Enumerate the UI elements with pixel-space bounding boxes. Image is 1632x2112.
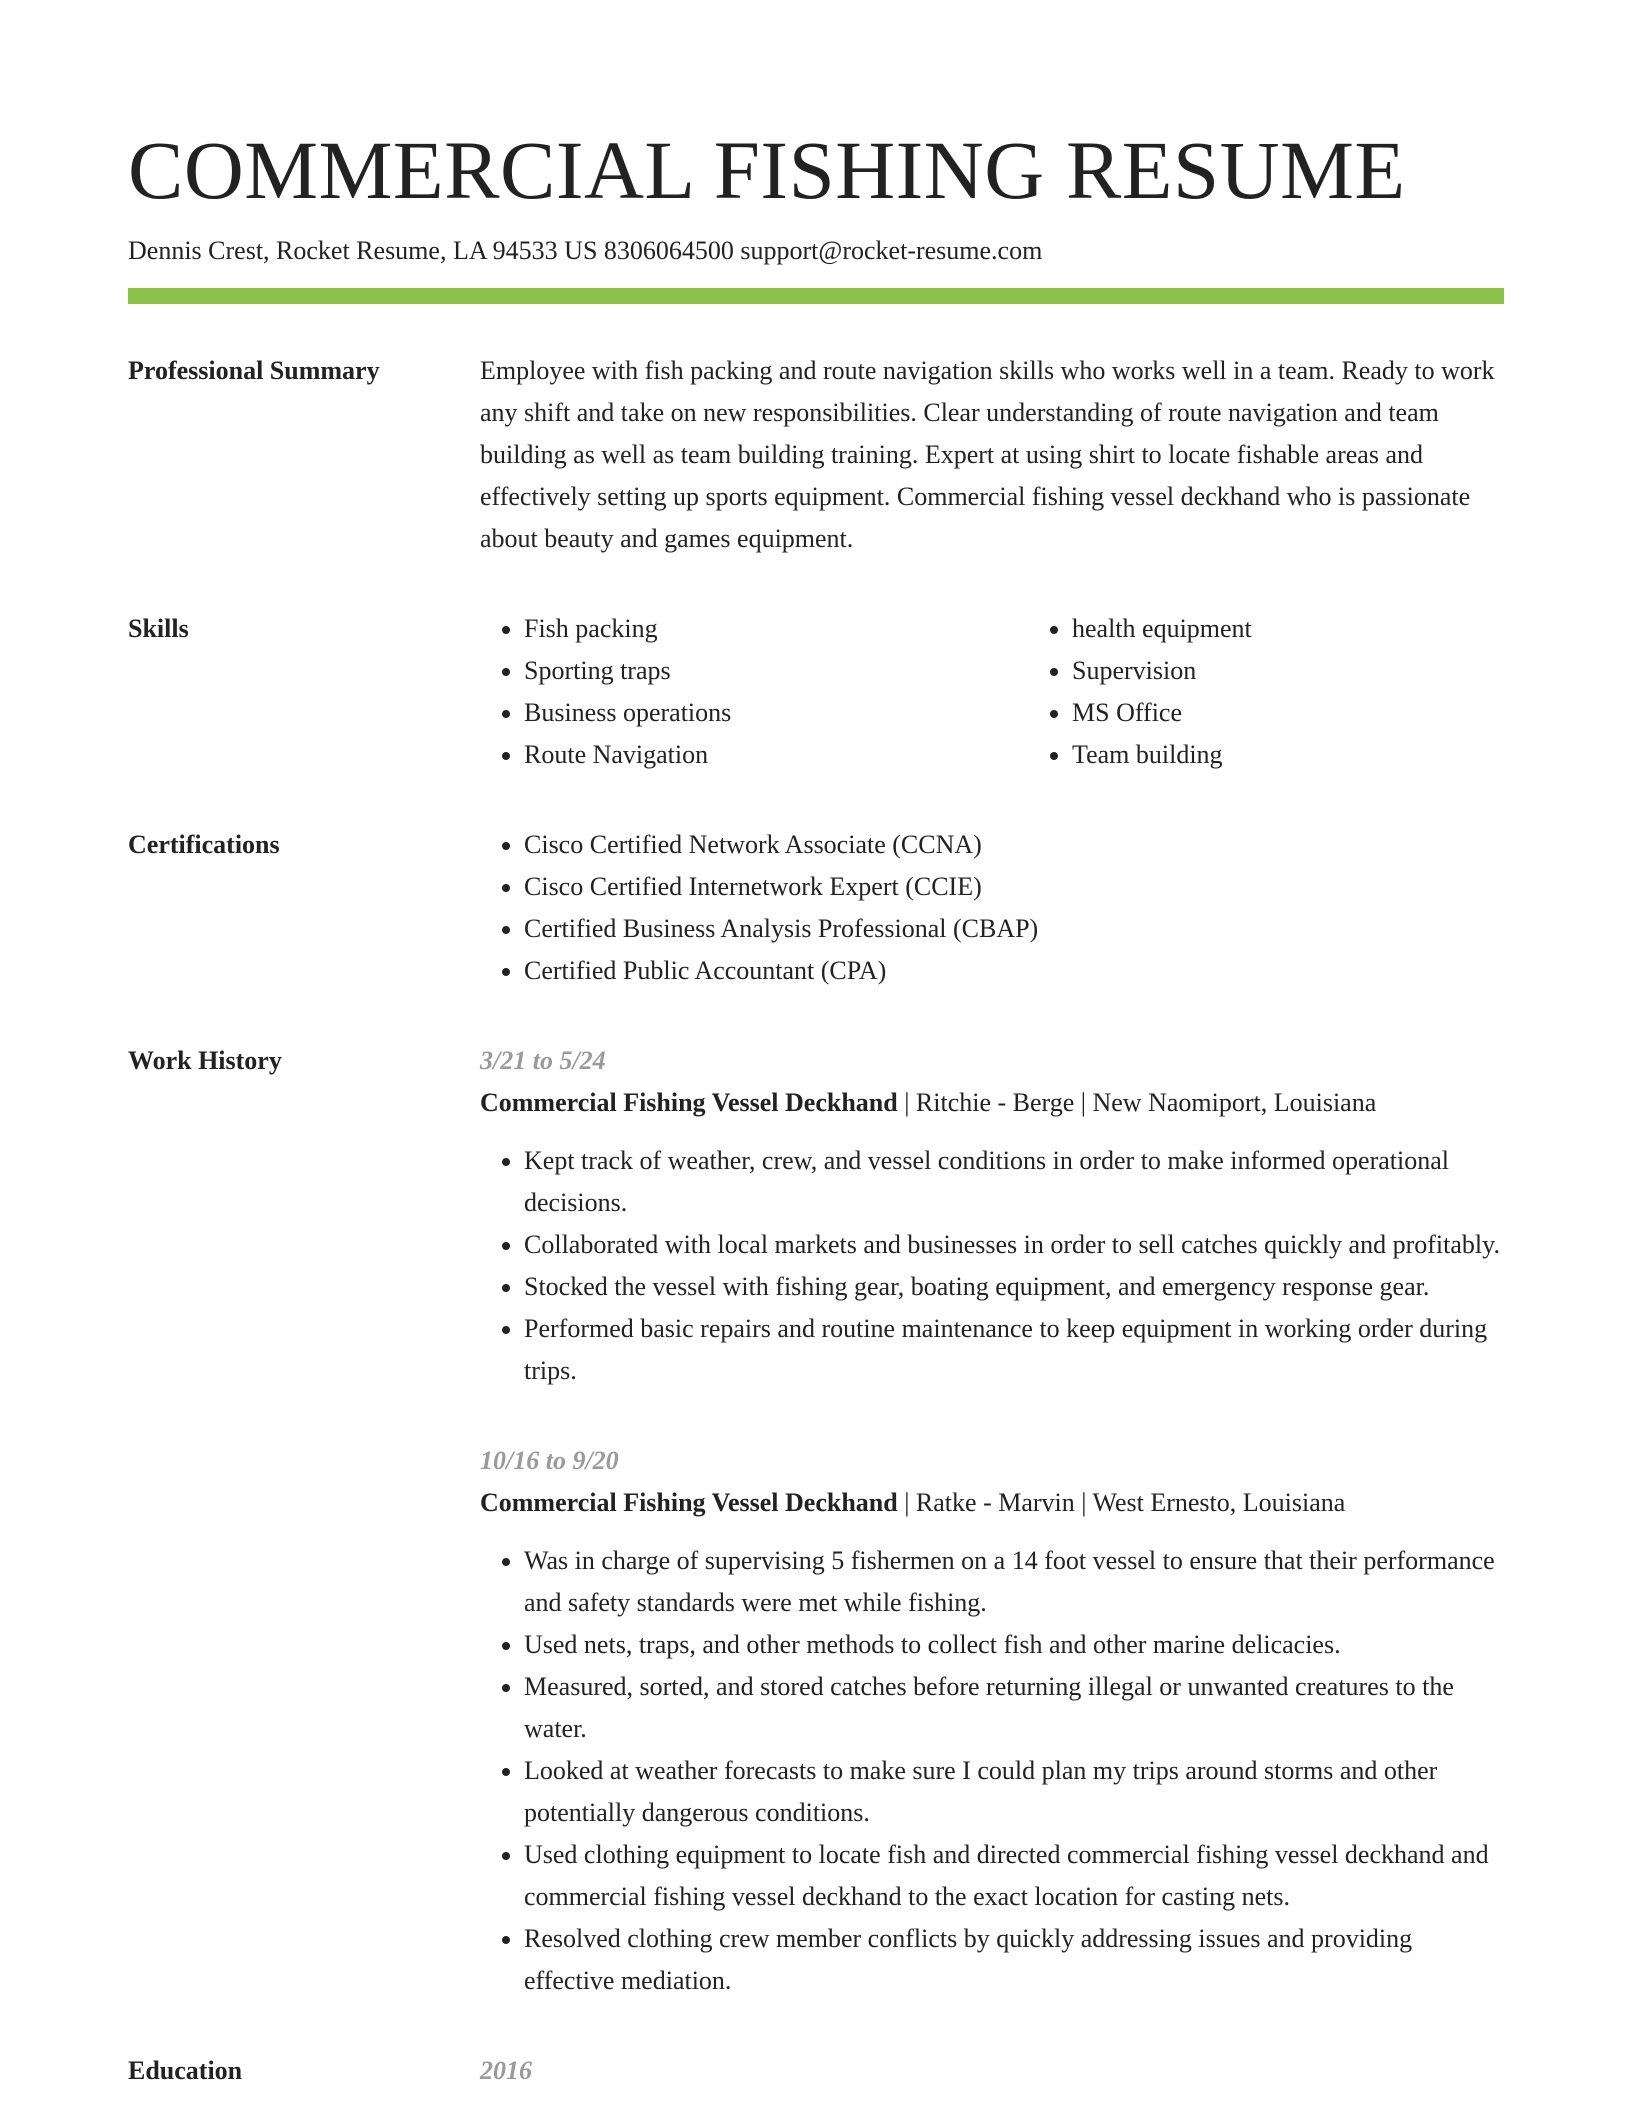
resume-title: COMMERCIAL FISHING RESUME: [128, 124, 1406, 216]
job-date: 10/16 to 9/20: [480, 1446, 619, 1475]
certifications-list: [480, 824, 1504, 992]
summary-section: [128, 350, 1504, 560]
job-entry: [480, 1440, 1504, 2002]
certification-item: • Cisco Certified Internetwork Expert (CCIE): [524, 866, 1504, 908]
skills-section: [128, 608, 1504, 776]
job-bullets: [480, 1140, 1504, 1392]
contact-line: Dennis Crest, Rocket Resume, LA 94533 US 8306064500 support@rocket-resume.com: [128, 236, 1043, 265]
certification-item: • Certified Public Accountant (CPA): [524, 950, 1504, 992]
job-heading: [480, 1482, 1504, 1524]
job-bullet: • Was in charge of supervising 5 fishermen on a 14 foot vessel to ensure that their performance and safety standards were met while fishing.: [524, 1540, 1504, 1624]
section-label: Skills: [128, 614, 189, 643]
job-bullet: • Stocked the vessel with fishing gear, boating equipment, and emergency response gear.: [524, 1266, 1504, 1308]
certifications-section: [128, 824, 1504, 992]
job-bullet: • Performed basic repairs and routine maintenance to keep equipment in working order during trips.: [524, 1308, 1504, 1392]
summary-text: Employee with fish packing and route navigation skills who works well in a team. Ready to work any shift and take on new responsibilities. Clear understanding of route navigation and team building as well as team building training. Expert at using shirt to locate fishable areas and effectively setting up sports equipment. Commercial fishing vessel deckhand who is passionate about beauty and games equipment.: [480, 356, 1495, 553]
job-heading: [480, 1082, 1504, 1124]
skills-list-right: [1028, 608, 1576, 776]
certification-item: • Certified Business Analysis Professional (CBAP): [524, 908, 1504, 950]
skill-item: • health equipment: [1072, 608, 1576, 650]
skill-item: • MS Office: [1072, 692, 1576, 734]
job-bullet: • Collaborated with local markets and businesses in order to sell catches quickly and profitably.: [524, 1224, 1504, 1266]
job-bullet: • Measured, sorted, and stored catches before returning illegal or unwanted creatures to the water.: [524, 1666, 1504, 1750]
section-label: Certifications: [128, 830, 280, 859]
job-bullet: • Used nets, traps, and other methods to collect fish and other marine delicacies.: [524, 1624, 1504, 1666]
skill-item: • Supervision: [1072, 650, 1576, 692]
job-title: Commercial Fishing Vessel Deckhand: [480, 1488, 898, 1517]
work-history-section: [128, 1040, 1504, 2002]
skill-item: • Fish packing: [524, 608, 1028, 650]
job-details: | Ritchie - Berge | New Naomiport, Louisiana: [897, 1088, 1377, 1117]
certification-item: • Cisco Certified Network Associate (CCNA): [524, 824, 1504, 866]
skill-item: • Business operations: [524, 692, 1028, 734]
section-label: Professional Summary: [128, 356, 380, 385]
skills-list-left: [480, 608, 1028, 776]
job-title: Commercial Fishing Vessel Deckhand: [480, 1088, 898, 1117]
skill-item: • Sporting traps: [524, 650, 1028, 692]
job-entry: [480, 1040, 1504, 1392]
resume-page: [128, 118, 1504, 2092]
section-label: Education: [128, 2056, 243, 2085]
job-bullet: • Used clothing equipment to locate fish and directed commercial fishing vessel deckhand and commercial fishing vessel deckhand to the exact location for casting nets.: [524, 1834, 1504, 1918]
job-bullets: [480, 1540, 1504, 2002]
skill-item: • Team building: [1072, 734, 1576, 776]
job-details: | Ratke - Marvin | West Ernesto, Louisiana: [897, 1488, 1346, 1517]
job-bullet: • Looked at weather forecasts to make sure I could plan my trips around storms and other potentially dangerous conditions.: [524, 1750, 1504, 1834]
job-date: 3/21 to 5/24: [480, 1046, 606, 1075]
section-label: Work History: [128, 1046, 282, 1075]
education-section: [128, 2050, 1504, 2092]
header-divider: [128, 288, 1504, 304]
job-bullet: • Kept track of weather, crew, and vessel conditions in order to make informed operational decisions.: [524, 1140, 1504, 1224]
job-bullet: • Resolved clothing crew member conflicts by quickly addressing issues and providing effective mediation.: [524, 1918, 1504, 2002]
education-date: 2016: [480, 2056, 532, 2085]
skill-item: • Route Navigation: [524, 734, 1028, 776]
